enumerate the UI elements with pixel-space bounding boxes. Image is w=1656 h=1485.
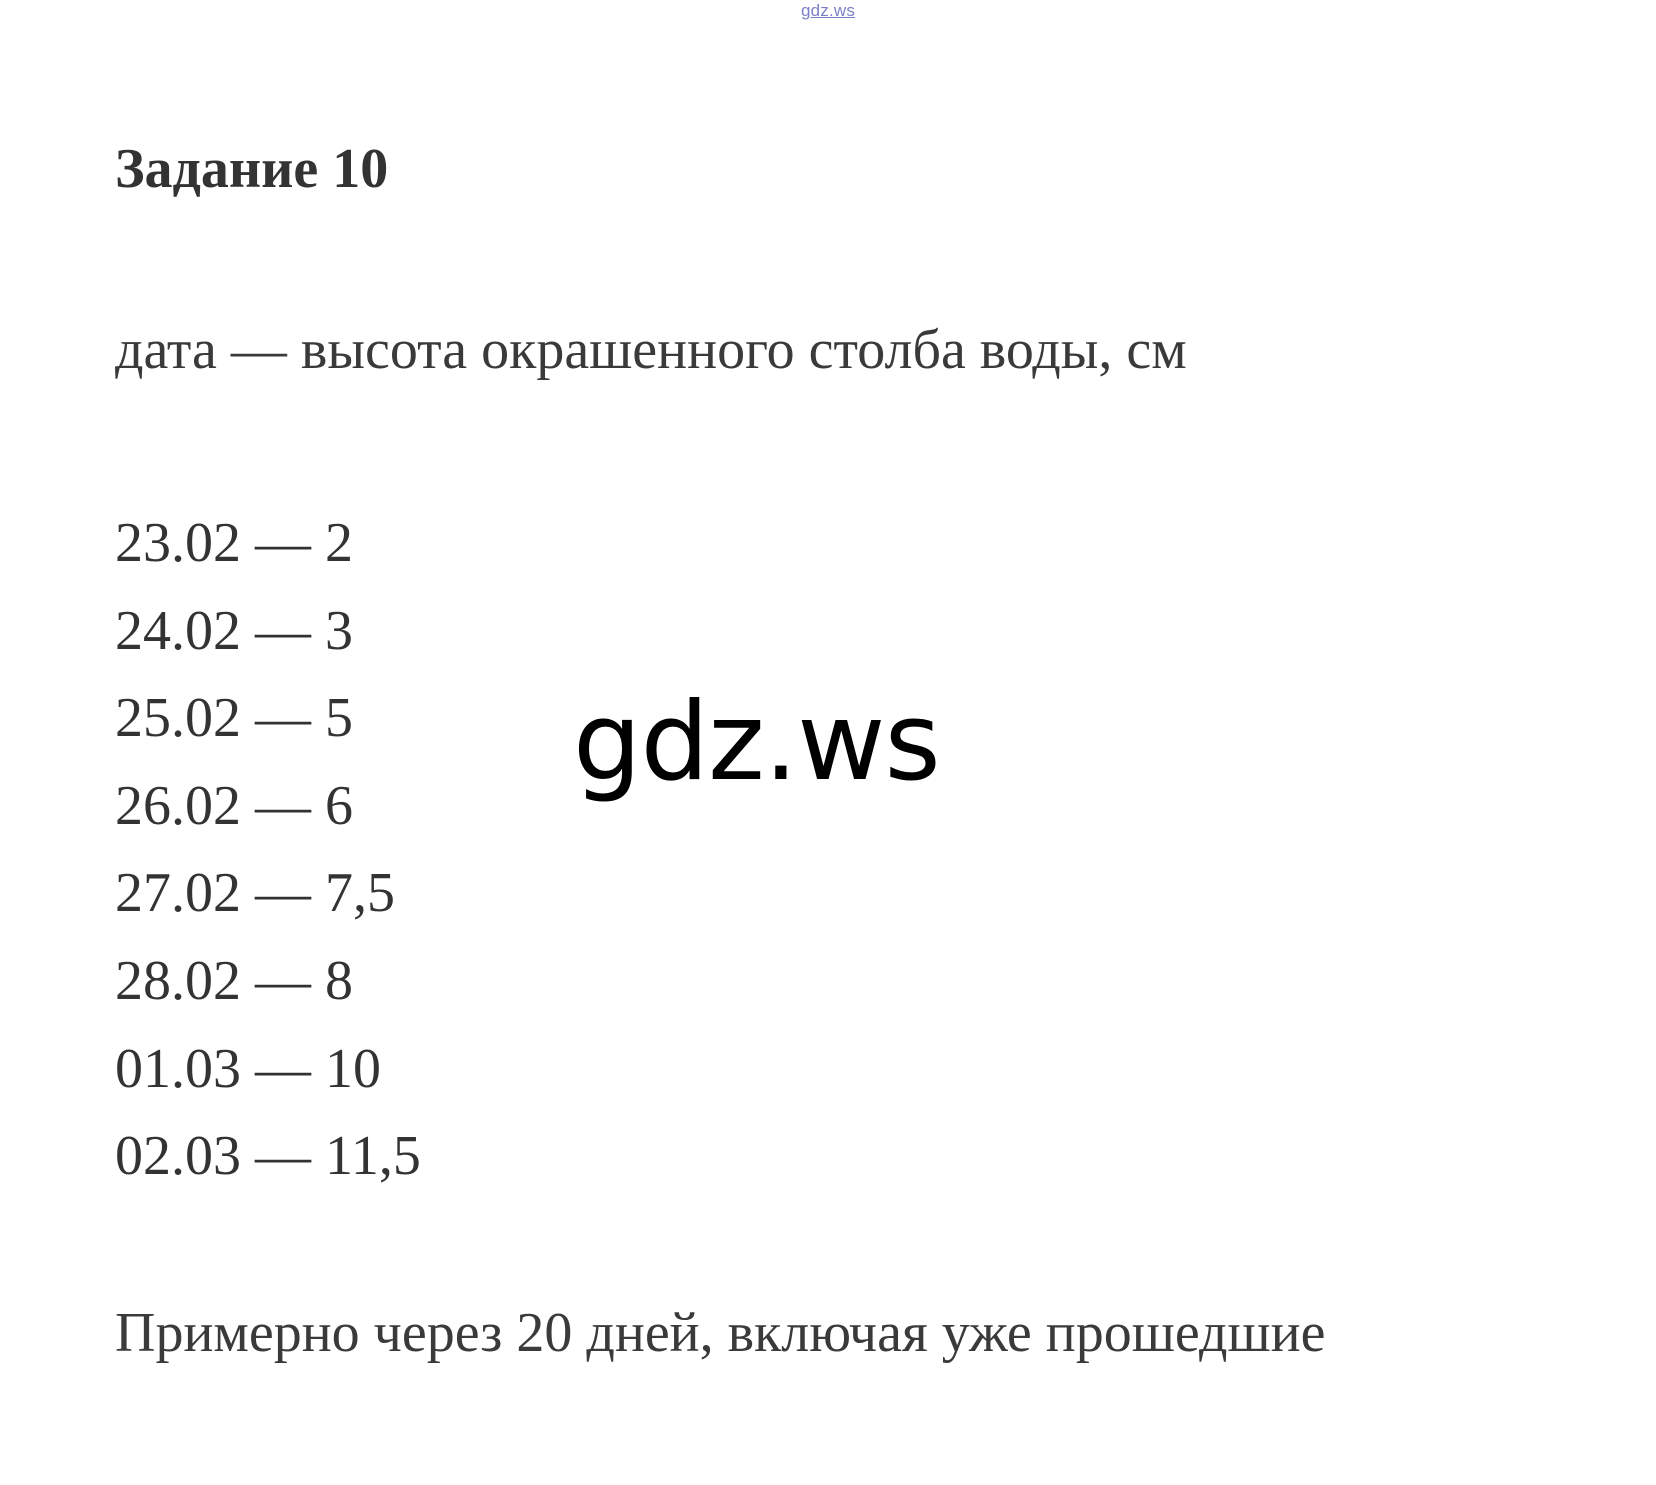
measurement-row: 27.02 — 7,5 [115,862,395,925]
measurement-row: 02.03 — 11,5 [115,1125,421,1188]
measurement-row: 25.02 — 5 [115,687,353,750]
measurement-row: 23.02 — 2 [115,512,353,574]
task-answer: Примерно через 20 дней, включая уже прошедшие [115,1302,1326,1364]
measurement-row: 01.03 — 10 [115,1037,381,1100]
measurement-row: 28.02 — 8 [115,949,353,1012]
task-legend: дата — высота окрашенного столба воды, см [115,319,1187,381]
watermark-logo: gdz.ws [573,680,940,805]
site-link[interactable]: gdz.ws [800,1,856,20]
measurement-row: 26.02 — 6 [115,774,353,837]
measurement-row: 24.02 — 3 [115,599,353,662]
task-title: Задание 10 [115,138,389,200]
measurement-list [115,500,421,1201]
